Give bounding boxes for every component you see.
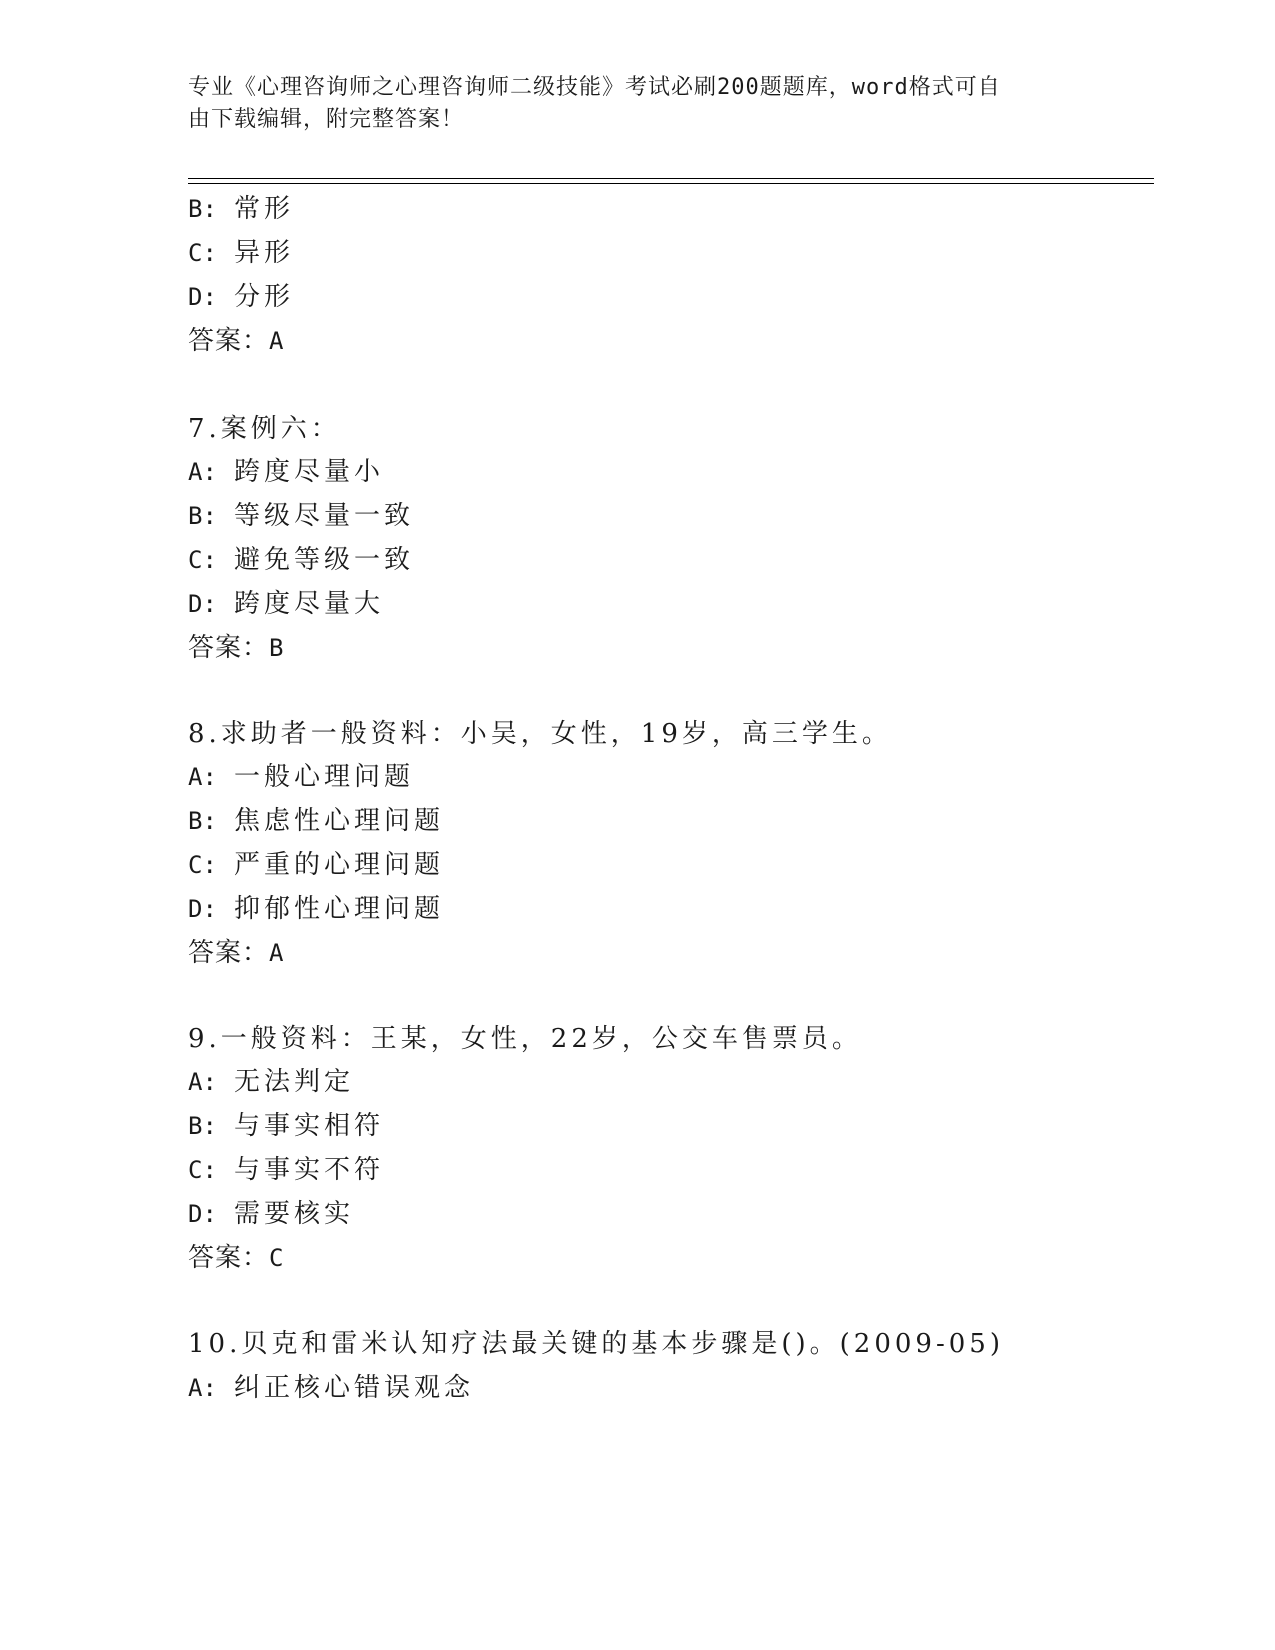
answer-value: C xyxy=(269,1244,285,1272)
option-row xyxy=(188,1153,384,1187)
option-text: 等级尽量一致 xyxy=(234,501,415,531)
option-row xyxy=(188,587,384,621)
option-row xyxy=(188,760,414,794)
option-row xyxy=(188,280,294,314)
option-text: 需要核实 xyxy=(234,1199,355,1229)
question-stem: 7.案例六： xyxy=(188,414,341,444)
header-line-2: 由下载编辑，附完整答案！ xyxy=(188,107,465,132)
option-text: 抑郁性心理问题 xyxy=(234,894,445,924)
answer-row xyxy=(188,936,284,970)
option-text: 跨度尽量小 xyxy=(234,457,385,487)
answer-label: 答案： xyxy=(188,938,270,968)
option-text: 异形 xyxy=(234,238,295,268)
option-row xyxy=(188,1065,354,1099)
option-row xyxy=(188,804,444,838)
option-row xyxy=(188,1197,354,1231)
answer-row xyxy=(188,1241,284,1275)
option-text: 纠正核心错误观念 xyxy=(234,1373,475,1403)
option-row xyxy=(188,455,384,489)
option-row xyxy=(188,848,444,882)
option-text: 无法判定 xyxy=(234,1067,355,1097)
answer-label: 答案： xyxy=(188,1243,270,1273)
header-line-1: 专业《心理咨询师之心理咨询师二级技能》考试必刷200题题库，word格式可自 xyxy=(188,75,1001,100)
option-text: 避免等级一致 xyxy=(234,545,415,575)
option-text: 跨度尽量大 xyxy=(234,589,385,619)
option-letter: A: xyxy=(188,1068,217,1096)
option-letter: C: xyxy=(188,851,217,879)
option-text: 一般心理问题 xyxy=(234,762,415,792)
option-letter: B: xyxy=(188,807,217,835)
question-stem: 9.一般资料：王某，女性，22岁，公交车售票员。 xyxy=(188,1024,862,1054)
option-letter: A: xyxy=(188,458,217,486)
answer-value: A xyxy=(269,327,285,355)
answer-label: 答案： xyxy=(188,633,270,663)
option-text: 严重的心理问题 xyxy=(234,850,445,880)
answer-value: A xyxy=(269,939,285,967)
option-row xyxy=(188,1109,384,1143)
option-letter: A: xyxy=(188,763,217,791)
option-text: 焦虑性心理问题 xyxy=(234,806,445,836)
option-row xyxy=(188,892,444,926)
option-text: 与事实相符 xyxy=(234,1111,385,1141)
answer-label: 答案： xyxy=(188,326,270,356)
header-rule-bottom xyxy=(188,183,1154,184)
option-row xyxy=(188,543,414,577)
answer-value: B xyxy=(269,634,285,662)
option-row xyxy=(188,236,294,270)
option-letter: D: xyxy=(188,895,217,923)
option-letter: B: xyxy=(188,502,217,530)
answer-row xyxy=(188,631,284,665)
option-letter: B: xyxy=(188,1112,217,1140)
option-letter: C: xyxy=(188,239,217,267)
header-rule-top xyxy=(188,178,1154,179)
option-text: 分形 xyxy=(234,282,295,312)
option-row xyxy=(188,499,414,533)
option-letter: D: xyxy=(188,590,217,618)
option-letter: D: xyxy=(188,283,217,311)
option-row xyxy=(188,192,294,226)
question-stem: 10.贝克和雷米认知疗法最关键的基本步骤是()。(2009-05) xyxy=(188,1329,1004,1359)
option-text: 与事实不符 xyxy=(234,1155,385,1185)
option-text: 常形 xyxy=(234,194,295,224)
option-letter: C: xyxy=(188,546,217,574)
option-letter: B: xyxy=(188,195,217,223)
option-letter: D: xyxy=(188,1200,217,1228)
answer-row xyxy=(188,324,284,358)
option-letter: A: xyxy=(188,1374,217,1402)
option-row xyxy=(188,1371,474,1405)
question-stem: 8.求助者一般资料：小吴，女性，19岁，高三学生。 xyxy=(188,719,892,749)
document-header xyxy=(188,72,1068,136)
option-letter: C: xyxy=(188,1156,217,1184)
